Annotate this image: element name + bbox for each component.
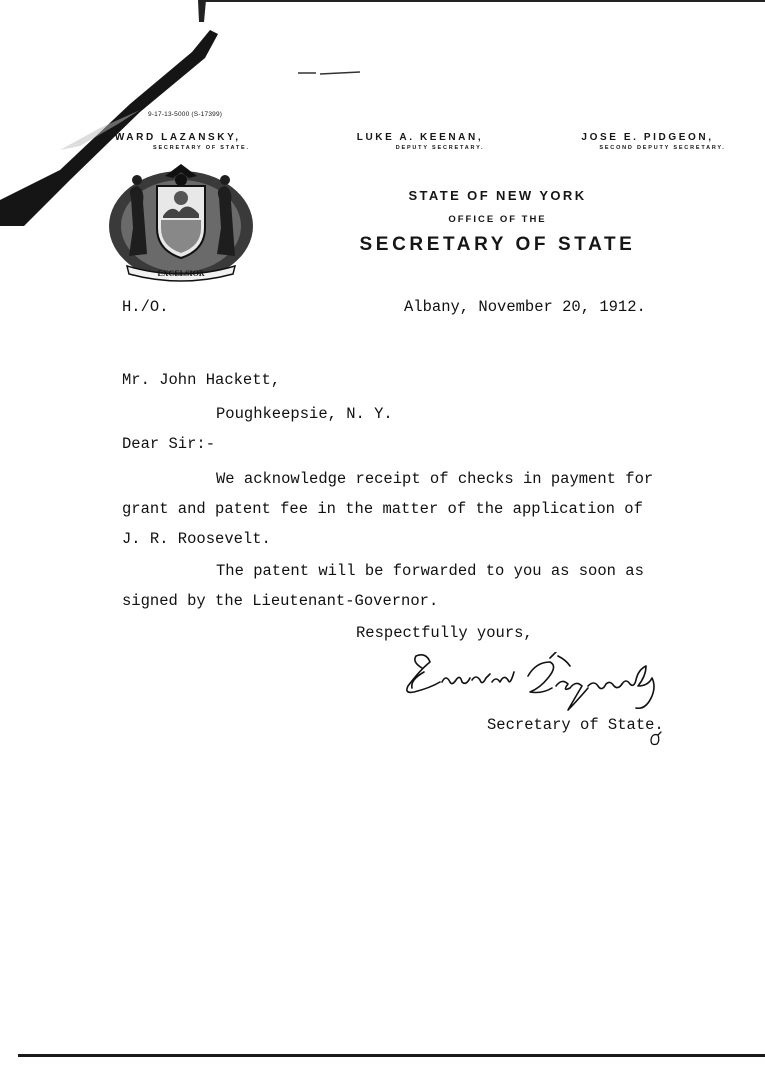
letterhead-office: OFFICE OF THE xyxy=(448,214,547,225)
stray-pen-mark xyxy=(296,70,362,76)
official-title: SECRETARY OF STATE. xyxy=(153,145,250,151)
state-seal-icon xyxy=(105,158,257,288)
bottom-edge-rule xyxy=(18,1054,765,1057)
signatory-title: Secretary of State. xyxy=(487,716,664,734)
salutation: Dear Sir:- xyxy=(122,435,216,453)
top-edge-rule xyxy=(205,0,765,2)
letter-date: Albany, November 20, 1912. xyxy=(404,298,646,316)
official-second-deputy xyxy=(555,132,740,151)
official-name: LUKE A. KEENAN, xyxy=(356,132,484,143)
official-name: JOSE E. PIDGEON, xyxy=(581,132,714,143)
recipient-address: Poughkeepsie, N. Y. xyxy=(216,405,393,423)
body-line: The patent will be forwarded to you as soon as xyxy=(216,562,644,580)
print-code: 9-17-13-5000 (S-17399) xyxy=(148,111,223,118)
body-line: signed by the Lieutenant-Governor. xyxy=(122,592,439,610)
official-deputy xyxy=(335,132,505,151)
official-title: SECOND DEPUTY SECRETARY. xyxy=(599,145,726,151)
official-name: DWARD LAZANSKY, xyxy=(105,132,241,143)
official-secretary xyxy=(105,132,280,151)
body-line: grant and patent fee in the matter of the application of xyxy=(122,500,643,518)
letterhead xyxy=(355,188,640,256)
seal-motto: EXCELSIOR xyxy=(157,269,205,278)
recipient-name: Mr. John Hackett, xyxy=(122,371,281,389)
body-line: We acknowledge receipt of checks in payment for xyxy=(216,470,654,488)
handwritten-initial-mark xyxy=(648,731,662,749)
handwritten-signature xyxy=(400,652,670,716)
letterhead-secretary: SECRETARY OF STATE xyxy=(359,234,636,255)
reference-initials: H./O. xyxy=(122,298,169,316)
letterhead-state: STATE OF NEW YORK xyxy=(408,188,587,203)
official-title: DEPUTY SECRETARY. xyxy=(395,145,485,151)
complimentary-close: Respectfully yours, xyxy=(356,624,533,642)
body-line: J. R. Roosevelt. xyxy=(122,530,271,548)
